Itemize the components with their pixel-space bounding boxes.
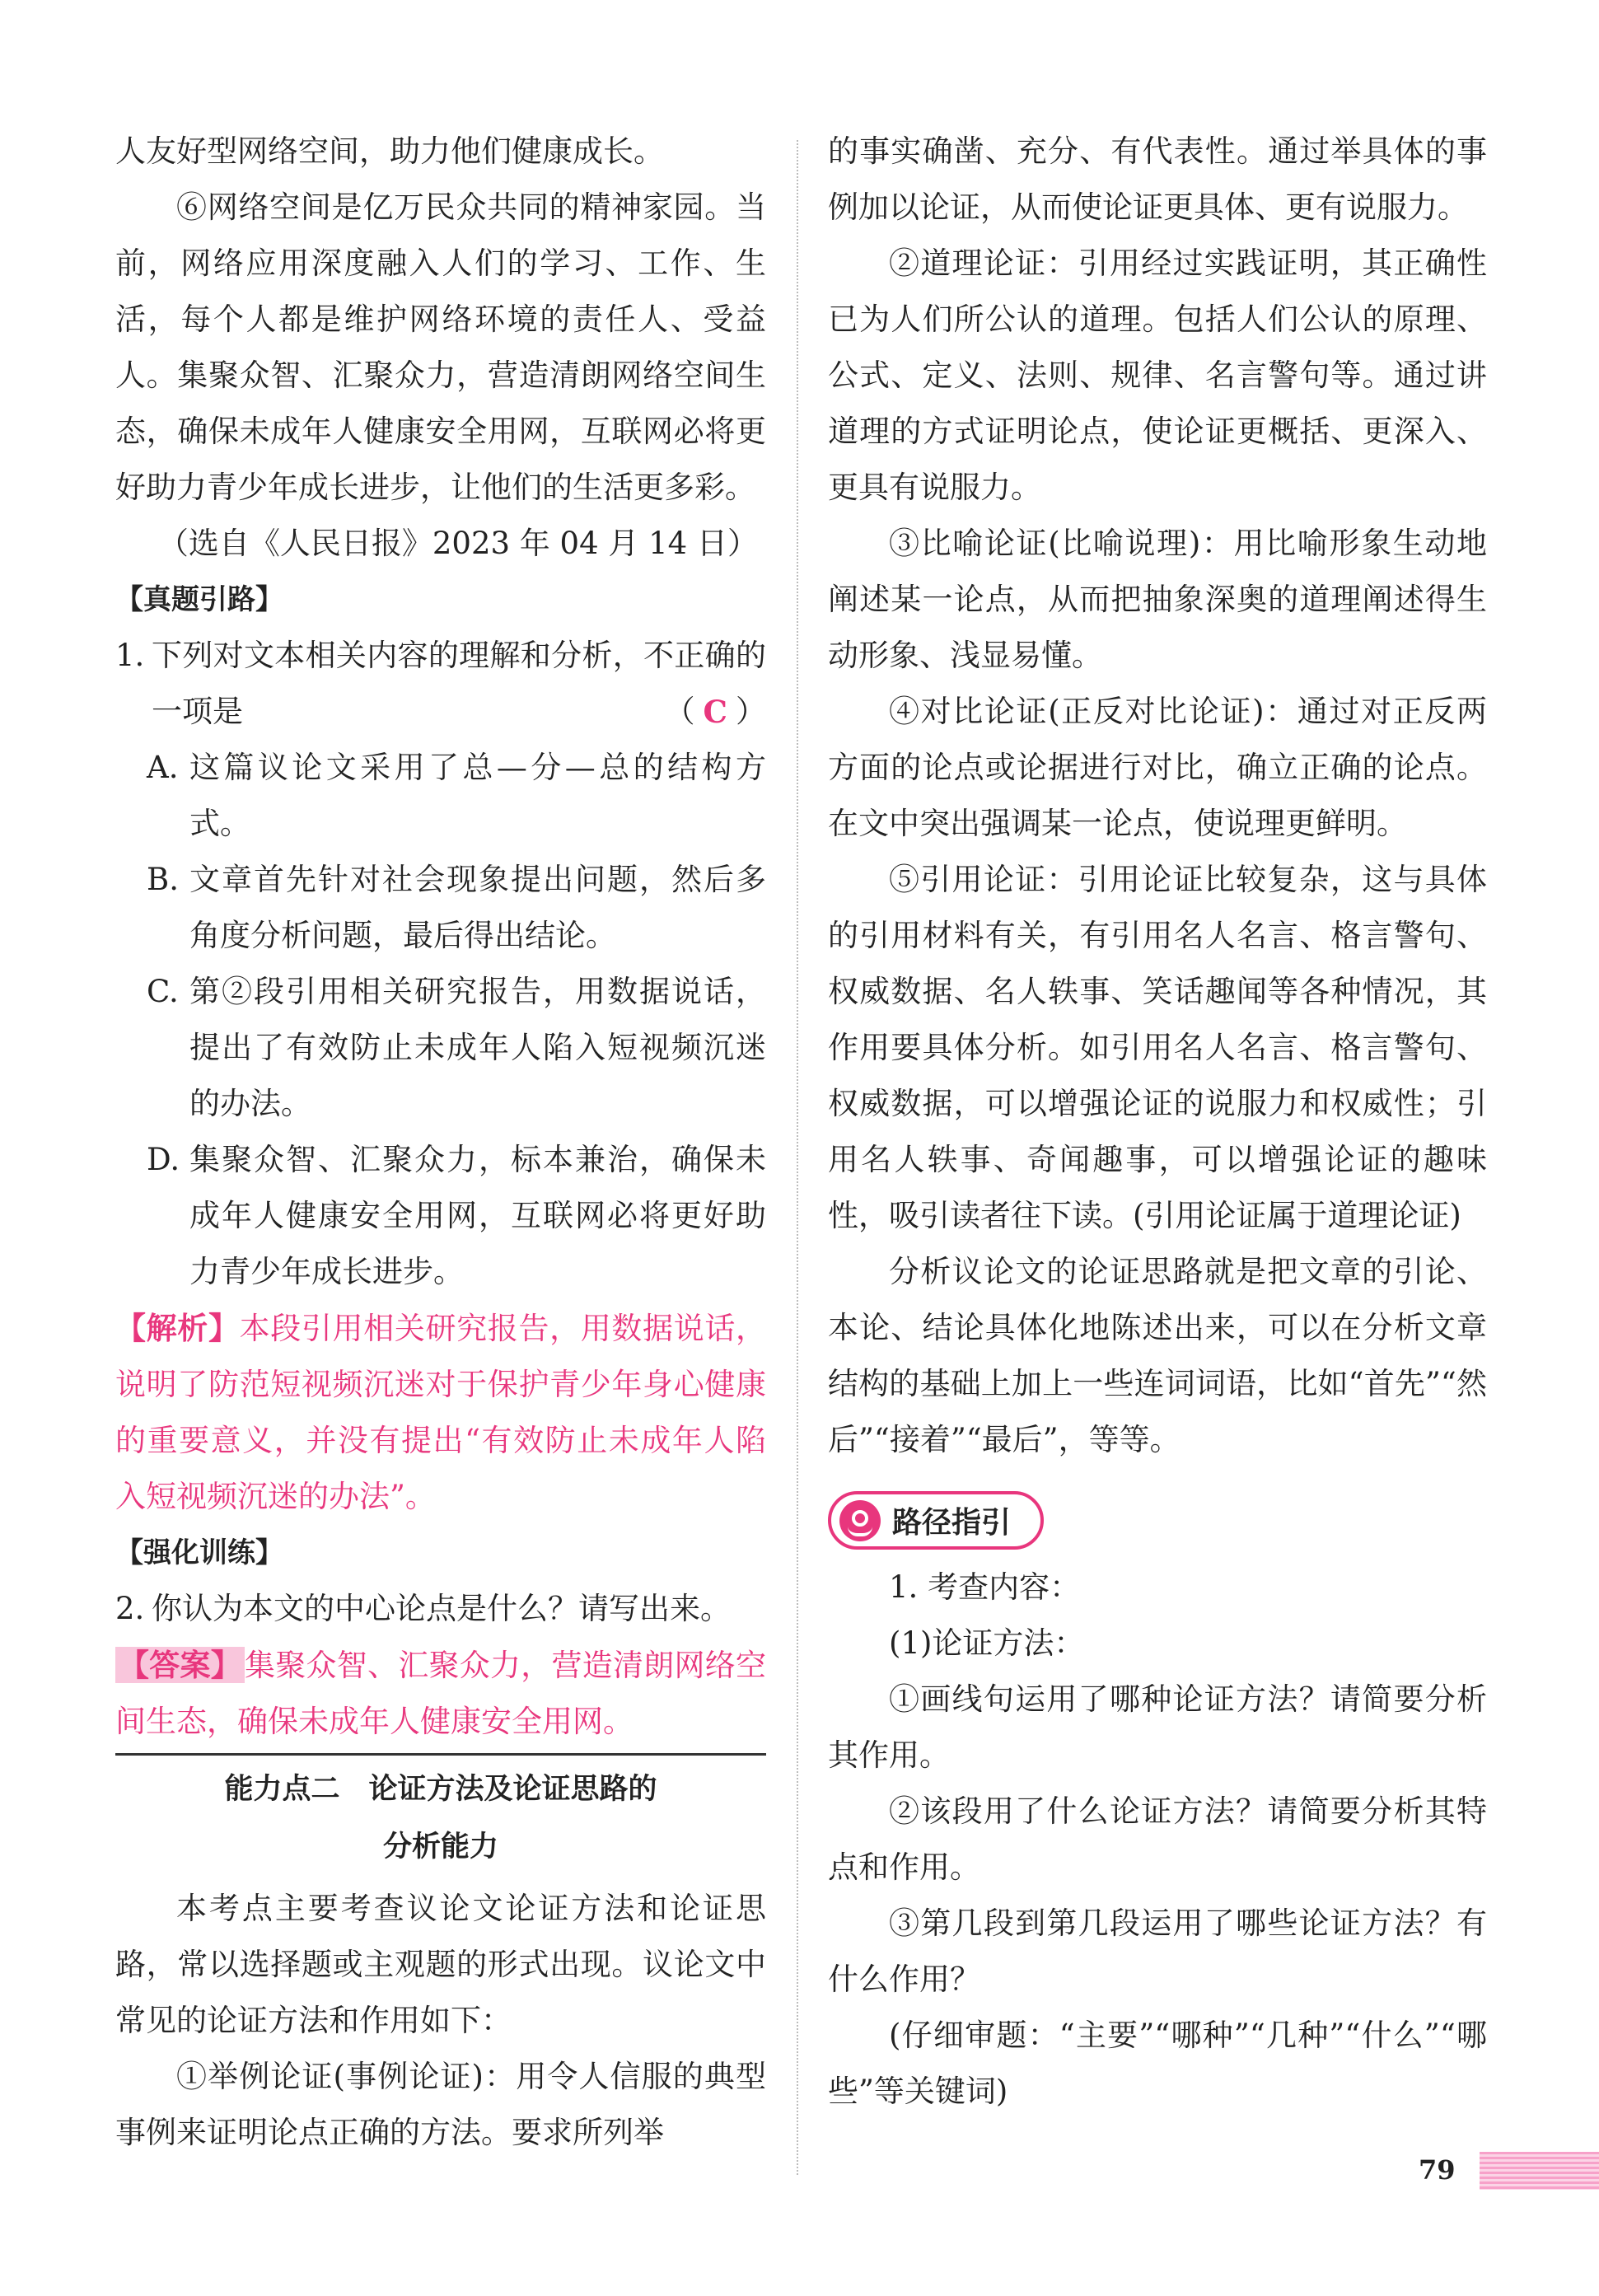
paragraph: 本考点主要考查议论文论证方法和论证思路，常以选择题或主观题的形式出现。议论文中常见的论证方法和作用如下： bbox=[115, 1891, 766, 2038]
question-1 bbox=[115, 628, 766, 740]
option-text: 文章首先针对社会现象提出问题，然后多角度分析问题，最后得出结论。 bbox=[189, 862, 766, 953]
page-number: 79 bbox=[1419, 2154, 1456, 2186]
option-b bbox=[115, 852, 766, 964]
option-letter: B. bbox=[147, 862, 179, 897]
guide-line: ①画线句运用了哪种论证方法？请简要分析其作用。 bbox=[828, 1681, 1487, 1773]
guide-line: 1. 考查内容： bbox=[889, 1569, 1081, 1605]
option-d bbox=[115, 1132, 766, 1300]
path-guide-label: 路径指引 bbox=[892, 1506, 1012, 1540]
answer-choice: C bbox=[703, 694, 727, 730]
guide-line: (仔细审题：“主要”“哪种”“几种”“什么”“哪些”等关键词) bbox=[828, 2018, 1487, 2109]
paragraph: ④对比论证(正反对比论证)：通过对正反两方面的论点或论据进行对比，确立正确的论点。在文中突出强调某一论点，使说理更鲜明。 bbox=[828, 694, 1487, 841]
question-stem: 你认为本文的中心论点是什么？请写出来。 bbox=[152, 1591, 731, 1626]
analysis-label: 【解析】 bbox=[115, 1310, 240, 1346]
citation: （选自《人民日报》2023 年 04 月 14 日） bbox=[157, 526, 758, 561]
analysis bbox=[115, 1300, 766, 1525]
question-stem bbox=[152, 628, 766, 740]
hands-icon bbox=[839, 1500, 881, 1541]
guide-line: (1)论证方法： bbox=[889, 1625, 1085, 1661]
heading-line-2: 分析能力 bbox=[382, 1831, 498, 1863]
ability-heading bbox=[115, 1761, 766, 1876]
option-text: 集聚众智、汇聚众力，标本兼治，确保未成年人健康安全用网，互联网必将更好助力青少年成长进步。 bbox=[189, 1142, 766, 1289]
option-text: 这篇议论文采用了总—分—总的结构方式。 bbox=[189, 750, 766, 841]
question-number: 1. bbox=[115, 638, 145, 673]
answer-slot bbox=[665, 684, 766, 740]
answer-block bbox=[115, 1637, 766, 1756]
option-letter: C. bbox=[147, 974, 179, 1009]
paragraph: 人友好型网络空间，助力他们健康成长。 bbox=[115, 133, 664, 169]
column-divider bbox=[797, 140, 798, 2175]
option-letter: D. bbox=[147, 1142, 180, 1177]
paragraph: 的事实确凿、充分、有代表性。通过举具体的事例加以论证，从而使论证更具体、更有说服力。 bbox=[828, 133, 1487, 225]
paragraph: ①举例论证(事例论证)：用令人信服的典型事例来证明论点正确的方法。要求所列举 bbox=[115, 2059, 766, 2150]
paragraph: ③比喻论证(比喻说理)：用比喻形象生动地阐述某一论点，从而把抽象深奥的道理阐述得生动形象、浅显易懂。 bbox=[828, 526, 1487, 673]
heading-line-1: 能力点二 论证方法及论证思路的 bbox=[224, 1773, 657, 1806]
paragraph: ⑤引用论证：引用论证比较复杂，这与具体的引用材料有关，有引用名人名言、格言警句、权威数据、名人轶事、笑话趣闻等各种情况，其作用要具体分析。如引用名人名言、格言警句、权威数据，可以增强论证的说服力和权威性；引用名人轶事、奇闻趣事，可以增强论证的趣味性，吸引读者往下读。(引用论证属于道理论证) bbox=[828, 862, 1487, 1233]
right-column bbox=[828, 124, 1487, 2120]
answer-label: 【答案】 bbox=[115, 1647, 245, 1683]
section-label-qianghua: 【强化训练】 bbox=[115, 1536, 283, 1569]
guide-line: ②该段用了什么论证方法？请简要分析其特点和作用。 bbox=[828, 1793, 1487, 1885]
paragraph: 分析议论文的论证思路就是把文章的引论、本论、结论具体化地陈述出来，可以在分析文章结构的基础上加上一些连词词语，比如“首先”“然后”“接着”“最后”，等等。 bbox=[828, 1254, 1487, 1457]
analysis-text: 本段引用相关研究报告，用数据说话，说明了防范短视频沉迷对于保护青少年身心健康的重要意义，并没有提出“有效防止未成年人陷入短视频沉迷的办法”。 bbox=[115, 1311, 767, 1514]
answer-open-paren: （ bbox=[664, 694, 695, 729]
option-a bbox=[115, 740, 766, 852]
page-number-bar bbox=[1480, 2152, 1599, 2190]
answer-text: 集聚众智、汇聚众力，营造清朗网络空间生态，确保未成年人健康安全用网。 bbox=[115, 1648, 766, 1739]
paragraph: ②道理论证：引用经过实践证明，其正确性已为人们所公认的道理。包括人们公认的原理、公式、定义、法则、规律、名言警句等。通过讲道理的方式证明论点，使论证更概括、更深入、更具有说服力。 bbox=[828, 245, 1487, 505]
paragraph: ⑥网络空间是亿万民众共同的精神家园。当前，网络应用深度融入人们的学习、工作、生活，每个人都是维护网络环境的责任人、受益人。集聚众智、汇聚众力，营造清朗网络空间生态，确保未成年人健康安全用网，互联网必将更好助力青少年成长进步，让他们的生活更多彩。 bbox=[115, 189, 766, 505]
option-text: 第②段引用相关研究报告，用数据说话，提出了有效防止未成年人陷入短视频沉迷的办法。 bbox=[189, 974, 766, 1121]
question-number: 2. bbox=[115, 1591, 145, 1626]
section-label-zhenti: 【真题引路】 bbox=[115, 583, 283, 616]
left-column bbox=[115, 124, 766, 2161]
option-letter: A. bbox=[147, 750, 179, 785]
question-stem-text: 下列对文本相关内容的理解和分析，不正确的一项是 bbox=[152, 638, 766, 729]
option-c bbox=[115, 964, 766, 1132]
answer-close-paren: ） bbox=[736, 694, 766, 729]
question-2 bbox=[115, 1581, 766, 1637]
guide-line: ③第几段到第几段运用了哪些论证方法？有什么作用？ bbox=[828, 1906, 1487, 1997]
path-guide-badge bbox=[828, 1491, 1044, 1550]
